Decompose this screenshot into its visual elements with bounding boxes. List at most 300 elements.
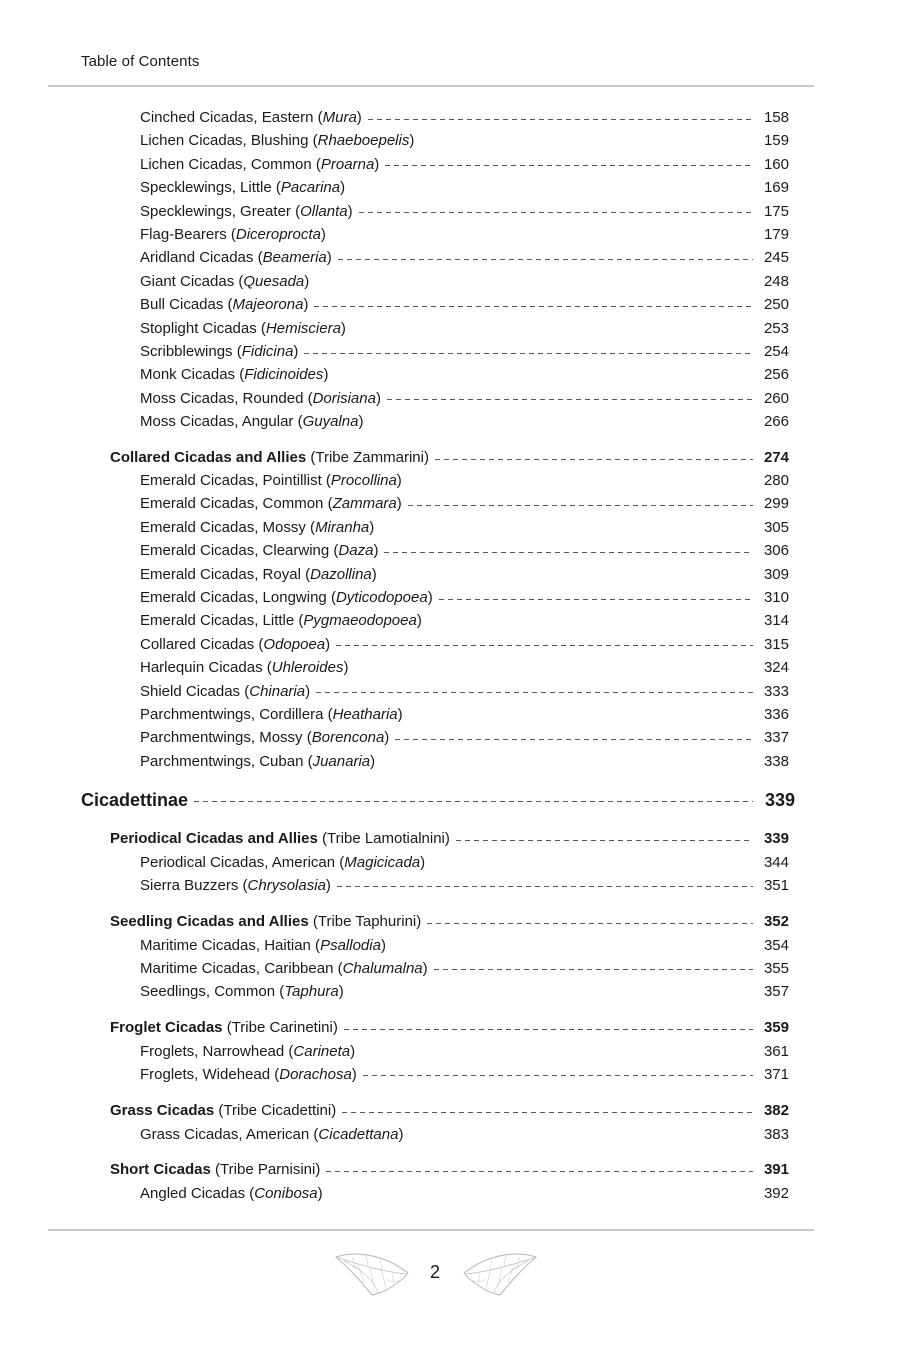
page-ref: 333 [763, 682, 789, 700]
dot-leader [428, 622, 753, 623]
paren: ( [271, 179, 281, 197]
tribe-name: (Tribe Zammarini) [310, 449, 429, 466]
running-head: Table of Contents [81, 53, 200, 70]
page-ref: 314 [763, 612, 789, 630]
toc-entry-label [140, 364, 328, 386]
toc-entry-label [140, 935, 386, 957]
paren: ( [305, 518, 316, 536]
page-ref: 382 [763, 1102, 789, 1119]
toc-entry-label [140, 852, 425, 874]
toc-entry [140, 388, 789, 410]
paren: ( [294, 612, 304, 630]
dot-leader [350, 993, 753, 994]
paren: ( [235, 366, 245, 384]
page-ref: 392 [763, 1184, 789, 1202]
toc-entry-label [140, 177, 345, 199]
tribe-name: (Tribe Taphurini) [312, 913, 422, 930]
common-name: Froglets, Widehead [140, 1065, 271, 1083]
page-ref: 274 [763, 449, 789, 466]
paren: ( [240, 682, 250, 700]
tribe-name: (Tribe Lamotialnini) [322, 830, 450, 847]
paren: ( [234, 272, 244, 290]
paren: ( [303, 752, 313, 770]
paren: ( [293, 413, 303, 431]
page-ref: 344 [763, 853, 789, 871]
dot-leader [392, 946, 753, 947]
paren: ( [310, 936, 321, 954]
paren: ) [340, 319, 346, 337]
dot-leader [439, 599, 753, 600]
toc-entry [140, 1064, 789, 1086]
group-name: Collared Cicadas and Allies [110, 449, 307, 466]
paren: ( [262, 659, 272, 677]
common-name: Collared Cicadas [140, 635, 255, 653]
paren: ( [326, 589, 336, 606]
toc-entry [140, 958, 789, 980]
dot-leader [336, 645, 753, 646]
genus-name: Miranha [315, 518, 370, 536]
genus-name: Quesada [243, 272, 305, 290]
tribe-heading-label [110, 828, 450, 850]
paren: ) [397, 706, 403, 723]
paren: ( [313, 109, 323, 126]
toc-entry [140, 587, 789, 609]
dot-leader [387, 399, 753, 400]
page-ref: 371 [763, 1065, 789, 1083]
paren: ) [351, 1065, 357, 1083]
page-ref: 299 [763, 495, 789, 513]
dot-leader [354, 669, 753, 670]
page-ref: 175 [763, 202, 789, 220]
common-name: Lichen Cicadas, Common [140, 155, 312, 173]
toc-entry [140, 704, 789, 726]
toc-entry-label [140, 388, 381, 410]
toc-entry-label [140, 681, 310, 703]
genus-name: Odopoea [263, 635, 326, 653]
paren: ) [396, 495, 402, 513]
dot-leader [408, 505, 753, 506]
toc-entry-label [140, 247, 332, 269]
dot-leader [337, 886, 753, 887]
page-ref: 352 [763, 913, 789, 930]
page-ref: 260 [763, 389, 789, 407]
genus-name: Heatharia [332, 706, 398, 723]
toc-entry-label [140, 517, 374, 539]
genus-name: Ollanta [300, 202, 348, 220]
toc-entry-label [140, 1041, 355, 1063]
toc-entry [140, 247, 789, 269]
toc-entry-label [140, 610, 422, 632]
paren: ( [238, 876, 248, 894]
paren: ) [396, 472, 402, 489]
toc-entry-label [140, 751, 375, 773]
paren: ) [323, 366, 329, 384]
tribe-heading [110, 911, 789, 933]
toc-entry [140, 130, 789, 152]
common-name: Giant Cicadas [140, 272, 235, 290]
common-name: Emerald Cicadas, Clearwing [140, 542, 330, 560]
paren: ( [329, 542, 339, 560]
paren: ) [398, 1125, 404, 1143]
genus-name: Daza [338, 542, 374, 560]
toc-entry [140, 201, 789, 223]
paren: ) [373, 542, 379, 560]
paren: ) [427, 589, 433, 606]
toc-entry [140, 411, 789, 433]
page-ref: 179 [763, 226, 789, 243]
tribe-heading [110, 1100, 789, 1122]
paren: ( [333, 959, 343, 977]
paren: ) [338, 983, 344, 1001]
common-name: Parchmentwings, Cordillera [140, 706, 324, 723]
paren: ( [284, 1042, 294, 1060]
common-name: Moss Cicadas, Rounded [140, 389, 304, 407]
common-name: Maritime Cicadas, Caribbean [140, 959, 334, 977]
paren: ) [356, 109, 362, 126]
tribe-heading-label [110, 447, 429, 469]
toc-entry [140, 564, 789, 586]
tribe-heading-label [110, 1100, 336, 1122]
toc-entry [140, 294, 789, 316]
page-ref: 306 [763, 542, 789, 560]
genus-name: Dazollina [310, 565, 372, 583]
page-ref: 309 [763, 565, 789, 583]
tribe-heading [110, 1017, 789, 1039]
paren: ( [311, 155, 321, 173]
common-name: Bull Cicadas [140, 296, 224, 314]
paren: ( [270, 1065, 280, 1083]
genus-name: Pygmaeodopoea [303, 612, 417, 630]
tribe-heading [110, 1159, 789, 1181]
common-name: Specklewings, Greater [140, 202, 291, 220]
genus-name: Procollina [330, 472, 397, 489]
toc-entry-label [140, 130, 414, 152]
subfamily-name: Cicadettinae [81, 790, 189, 810]
genus-name: Chalumalna [342, 959, 423, 977]
page-ref: 359 [763, 1019, 789, 1036]
genus-name: Chinaria [249, 682, 306, 700]
dot-leader [435, 459, 753, 460]
toc-entry [140, 681, 789, 703]
page-ref: 339 [764, 790, 795, 810]
toc-entry-label [140, 271, 309, 293]
toc-entry [140, 875, 789, 897]
common-name: Emerald Cicadas, Mossy [140, 518, 306, 536]
toc-entry [140, 470, 789, 492]
group-name: Short Cicadas [110, 1161, 211, 1178]
toc-entry-label [140, 540, 378, 562]
paren: ) [326, 249, 332, 267]
paren: ( [290, 202, 301, 220]
common-name: Shield Cicadas [140, 682, 241, 700]
genus-name: Diceroprocta [235, 226, 321, 243]
paren: ) [305, 682, 311, 700]
common-name: Flag-Bearers [140, 226, 227, 243]
toc-entry [140, 154, 789, 176]
footer-rule [48, 1229, 814, 1231]
dot-leader [332, 236, 753, 237]
common-name: Periodical Cicadas, American [140, 853, 336, 871]
paren: ( [232, 343, 242, 360]
tribe-heading-label [110, 911, 421, 933]
group-name: Grass Cicadas [110, 1102, 215, 1119]
page-ref: 256 [763, 366, 789, 384]
toc-entry-label [140, 657, 348, 679]
common-name: Sierra Buzzers [140, 876, 239, 894]
genus-name: Mura [322, 109, 357, 126]
tribe-heading-label [110, 1159, 320, 1181]
paren: ( [253, 249, 263, 267]
dot-leader [194, 801, 753, 802]
toc-entry-label [140, 224, 326, 246]
common-name: Lichen Cicadas, Blushing [140, 132, 309, 150]
genus-name: Fidicina [241, 343, 294, 360]
paren: ) [380, 936, 386, 954]
paren: ) [370, 752, 376, 770]
common-name: Seedlings, Common [140, 983, 276, 1001]
common-name: Angled Cicadas [140, 1184, 246, 1202]
page-ref: 245 [763, 249, 789, 267]
paren: ) [369, 518, 375, 536]
page-ref: 250 [763, 296, 789, 314]
toc-entry-label [140, 1124, 403, 1146]
genus-name: Fidicinoides [244, 366, 324, 384]
toc-entry [140, 517, 789, 539]
toc-entry-label [140, 727, 389, 749]
page-ref: 254 [763, 343, 789, 360]
toc-entry-label [140, 107, 362, 129]
group-name: Froglet Cicadas [110, 1019, 223, 1036]
dot-leader [380, 528, 753, 529]
common-name: Harlequin Cicadas [140, 659, 263, 677]
toc-entry [140, 727, 789, 749]
genus-name: Borencona [311, 729, 385, 747]
dot-leader [338, 259, 753, 260]
dot-leader [395, 739, 753, 740]
page-ref: 280 [763, 472, 789, 489]
common-name: Maritime Cicadas, Haitian [140, 936, 311, 954]
paren: ) [358, 413, 364, 431]
genus-name: Pacarina [280, 179, 341, 197]
dot-leader [329, 1194, 753, 1195]
page-ref: 158 [763, 109, 789, 126]
toc-entry-label [140, 564, 377, 586]
common-name: Grass Cicadas, American [140, 1125, 310, 1143]
paren: ) [350, 1042, 356, 1060]
page-ref: 338 [763, 752, 789, 770]
dot-leader [409, 1135, 753, 1136]
page-ref: 336 [763, 706, 789, 723]
paren: ( [321, 472, 331, 489]
dot-leader [427, 923, 753, 924]
toc-entry [140, 981, 789, 1003]
toc-entry-label [140, 704, 403, 726]
common-name: Froglets, Narrowhead [140, 1042, 285, 1060]
common-name: Parchmentwings, Cuban [140, 752, 304, 770]
toc-entry [140, 1124, 789, 1146]
dot-leader [431, 863, 753, 864]
toc-entry [140, 540, 789, 562]
genus-name: Hemisciera [265, 319, 341, 337]
toc-entry-label [140, 981, 344, 1003]
common-name: Stoplight Cicadas [140, 319, 257, 337]
common-name: Emerald Cicadas, Royal [140, 565, 301, 583]
genus-name: Beameria [262, 249, 327, 267]
paren: ( [226, 226, 236, 243]
page-number: 2 [429, 1262, 440, 1282]
page-ref: 266 [763, 413, 789, 431]
paren: ( [256, 319, 266, 337]
toc-entry-label [140, 341, 298, 363]
subfamily-heading [81, 787, 795, 813]
toc-entry [140, 364, 789, 386]
paren: ) [343, 659, 349, 677]
paren: ) [420, 853, 426, 871]
genus-name: Zammara [332, 495, 397, 513]
paren: ( [254, 635, 264, 653]
page-ref: 351 [763, 876, 789, 894]
dot-leader [314, 306, 753, 307]
dot-leader [381, 762, 753, 763]
paren: ( [323, 495, 333, 513]
tribe-heading [110, 447, 789, 469]
toc-entry-label [140, 294, 308, 316]
paren: ) [303, 296, 309, 314]
paren: ( [300, 565, 311, 583]
page-ref: 310 [763, 589, 789, 606]
toc-entry [140, 318, 789, 340]
paren: ) [325, 876, 331, 894]
toc-entry [140, 634, 789, 656]
dot-leader [456, 840, 753, 841]
page-ref: 361 [763, 1042, 789, 1060]
toc-entry [140, 107, 789, 129]
tribe-name: (Tribe Parnisini) [215, 1161, 321, 1178]
toc-entry-label [140, 493, 402, 515]
page-ref: 159 [763, 132, 789, 150]
dot-leader [383, 575, 753, 576]
toc-entry [140, 935, 789, 957]
dot-leader [304, 353, 753, 354]
common-name: Emerald Cicadas, Longwing [140, 589, 327, 606]
toc-entry-label [140, 958, 428, 980]
paren: ( [308, 132, 318, 150]
page-footer [0, 1245, 900, 1305]
tribe-name: (Tribe Cicadettini) [218, 1102, 337, 1119]
toc-entry [140, 341, 789, 363]
paren: ) [422, 959, 428, 977]
page-ref: 305 [763, 518, 789, 536]
page-ref: 324 [763, 659, 789, 677]
genus-name: Dyticodopoea [335, 589, 428, 606]
toc-entry [140, 751, 789, 773]
dot-leader [420, 142, 753, 143]
genus-name: Taphura [284, 983, 339, 1001]
genus-name: Proarna [320, 155, 375, 173]
toc-entry-label [140, 634, 330, 656]
dot-leader [368, 119, 753, 120]
toc-entry-label [140, 318, 346, 340]
common-name: Specklewings, Little [140, 179, 272, 197]
toc-entry [140, 224, 789, 246]
dot-leader [344, 1029, 753, 1030]
dot-leader [409, 716, 753, 717]
paren: ) [325, 635, 331, 653]
common-name: Aridland Cicadas [140, 249, 254, 267]
page-ref: 383 [763, 1125, 789, 1143]
genus-name: Uhleroides [271, 659, 344, 677]
paren: ( [245, 1184, 255, 1202]
page-ref: 253 [763, 319, 789, 337]
toc-entry [140, 493, 789, 515]
genus-name: Rhaeboepelis [317, 132, 410, 150]
dot-leader [369, 423, 753, 424]
dot-leader [359, 212, 753, 213]
page-ref: 339 [763, 830, 789, 847]
paren: ( [309, 1125, 319, 1143]
toc-entry [140, 657, 789, 679]
toc-entry [140, 610, 789, 632]
paren: ) [304, 272, 310, 290]
paren: ( [335, 853, 345, 871]
page-ref: 337 [763, 729, 789, 747]
toc-entry [140, 852, 789, 874]
dot-leader [352, 329, 753, 330]
tribe-heading-label [110, 1017, 338, 1039]
paren: ) [317, 1184, 323, 1202]
genus-name: Carineta [293, 1042, 351, 1060]
paren: ( [302, 729, 312, 747]
paren: ) [320, 226, 326, 243]
common-name: Emerald Cicadas, Common [140, 495, 324, 513]
paren: ) [374, 155, 380, 173]
genus-name: Juanaria [312, 752, 371, 770]
dot-leader [385, 165, 753, 166]
common-name: Monk Cicadas [140, 366, 236, 384]
dot-leader [361, 1052, 753, 1053]
tribe-heading [110, 828, 789, 850]
paren: ) [409, 132, 415, 150]
dot-leader [334, 376, 753, 377]
toc-entry-label [140, 1183, 323, 1205]
dot-leader [434, 969, 753, 970]
paren: ) [293, 343, 299, 360]
paren: ) [375, 389, 381, 407]
dot-leader [326, 1171, 753, 1172]
dot-leader [351, 189, 753, 190]
dot-leader [384, 552, 753, 553]
paren: ( [275, 983, 285, 1001]
cicada-wing-left-icon [334, 1249, 414, 1297]
toc-entry [140, 1183, 789, 1205]
toc-entry-label [140, 875, 331, 897]
common-name: Moss Cicadas, Angular [140, 413, 294, 431]
page-ref: 391 [763, 1161, 789, 1178]
toc-entry-label [140, 587, 433, 609]
toc-entry-label [140, 470, 402, 492]
page-ref: 169 [763, 179, 789, 197]
tribe-name: (Tribe Carinetini) [226, 1019, 338, 1036]
dot-leader [315, 282, 753, 283]
toc-entry-label [140, 201, 353, 223]
page-ref: 357 [763, 983, 789, 1001]
page-ref: 354 [763, 936, 789, 954]
group-name: Periodical Cicadas and Allies [110, 830, 318, 847]
toc-entry [140, 271, 789, 293]
cicada-wing-right-icon [458, 1249, 538, 1297]
paren: ( [223, 296, 233, 314]
common-name: Scribblewings [140, 343, 233, 360]
